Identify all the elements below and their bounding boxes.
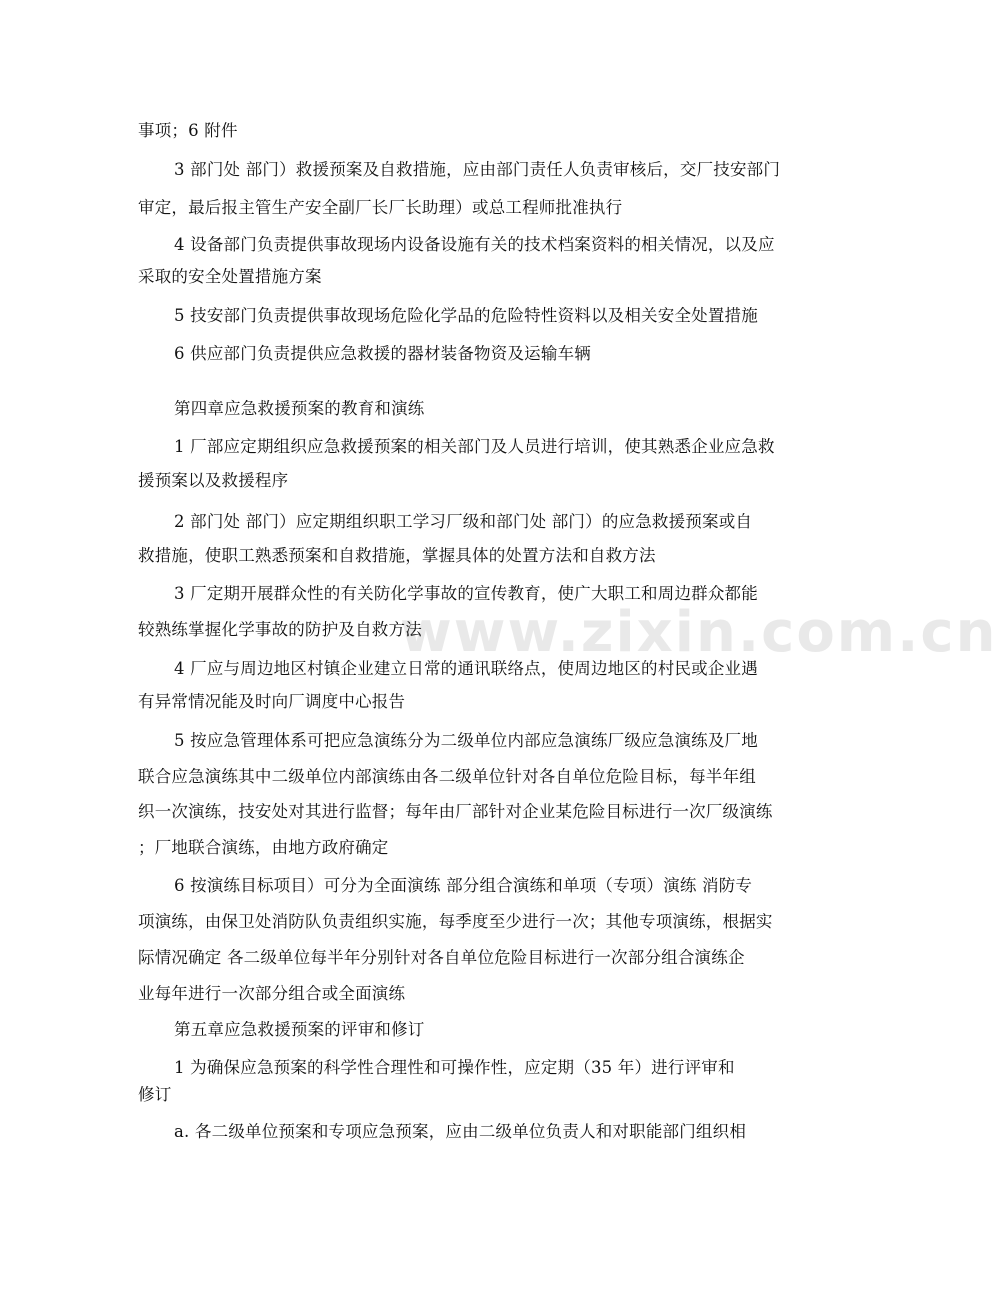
paragraph-line: 较熟练掌握化学事故的防护及自救方法: [138, 620, 422, 639]
paragraph-line: 6 按演练目标项目）可分为全面演练 部分组合演练和单项（专项）演练 消防专: [174, 876, 753, 895]
paragraph-line: 事项；6 附件: [138, 121, 238, 140]
paragraph-line: 援预案以及救援程序: [138, 471, 289, 490]
paragraph-line: 1 为确保应急预案的科学性合理性和可操作性，应定期（35 年）进行评审和: [174, 1058, 735, 1077]
paragraph-line: 织一次演练，技安处对其进行监督；每年由厂部针对企业某危险目标进行一次厂级演练: [138, 802, 773, 821]
paragraph-line: 有异常情况能及时向厂调度中心报告: [138, 692, 406, 711]
paragraph-line: 联合应急演练其中二级单位内部演练由各二级单位针对各自单位危险目标，每半年组: [138, 767, 756, 786]
paragraph-line: 3 厂定期开展群众性的有关防化学事故的宣传教育，使广大职工和周边群众都能: [174, 584, 758, 603]
paragraph-line: 项演练，由保卫处消防队负责组织实施，每季度至少进行一次；其他专项演练，根据实: [138, 912, 773, 931]
paragraph-line: 6 供应部门负责提供应急救援的器材装备物资及运输车辆: [174, 344, 591, 363]
paragraph-line: 际情况确定 各二级单位每半年分别针对各自单位危险目标进行一次部分组合演练企: [138, 948, 745, 967]
chapter-heading: 第五章应急救援预案的评审和修订: [174, 1020, 425, 1039]
paragraph-line: 4 厂应与周边地区村镇企业建立日常的通讯联络点，使周边地区的村民或企业遇: [174, 659, 758, 678]
paragraph-line: 修订: [138, 1085, 172, 1104]
paragraph-line: 审定，最后报主管生产安全副厂长厂长助理）或总工程师批准执行: [138, 198, 623, 217]
paragraph-line: 采取的安全处置措施方案: [138, 267, 322, 286]
paragraph-line: a. 各二级单位预案和专项应急预案，应由二级单位负责人和对职能部门组织相: [174, 1122, 747, 1141]
paragraph-line: 5 技安部门负责提供事故现场危险化学品的危险特性资料以及相关安全处置措施: [174, 306, 758, 325]
paragraph-line: 3 部门处 部门）救援预案及自救措施，应由部门责任人负责审核后，交厂技安部门: [174, 160, 781, 179]
paragraph-line: ；厂地联合演练，由地方政府确定: [138, 838, 389, 857]
paragraph-line: 1 厂部应定期组织应急救援预案的相关部门及人员进行培训，使其熟悉企业应急救: [174, 437, 775, 456]
paragraph-line: 救措施，使职工熟悉预案和自救措施，掌握具体的处置方法和自救方法: [138, 546, 656, 565]
paragraph-line: 4 设备部门负责提供事故现场内设备设施有关的技术档案资料的相关情况，以及应: [174, 235, 775, 254]
paragraph-line: 2 部门处 部门）应定期组织职工学习厂级和部门处 部门）的应急救援预案或自: [174, 512, 753, 531]
paragraph-line: 业每年进行一次部分组合或全面演练: [138, 984, 406, 1003]
paragraph-line: 5 按应急管理体系可把应急演练分为二级单位内部应急演练厂级应急演练及厂地: [174, 731, 758, 750]
chapter-heading: 第四章应急救援预案的教育和演练: [174, 399, 425, 418]
watermark: www.zixin.com.cn: [400, 600, 998, 665]
